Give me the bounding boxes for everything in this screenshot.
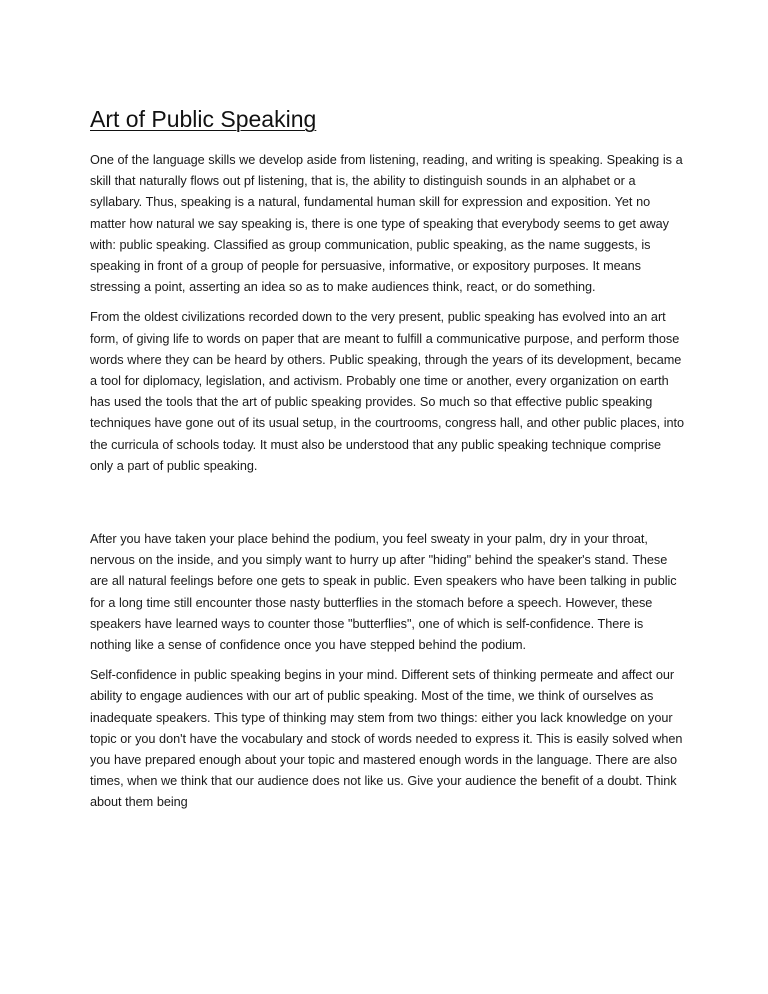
paragraph-self-confidence: Self-confidence in public speaking begins in your mind. Different sets of thinking permeate and affect our ability to engage audiences with our art of public speaking. Most of the time, we think of ourselves as inadequate speakers. This type of thinking may stem from two things: either you lack knowledge on your topic or you don't have the vocabulary and stock of words needed to express it. This is easily solved when you have prepared enough about your topic and mastered enough words in the language. There are also times, when we think that our audience does not like us. Give your audience the benefit of a doubt. Think about them being	[90, 668, 683, 810]
paragraph-intro: One of the language skills we develop aside from listening, reading, and writing is speaking. Speaking is a skill that naturally flows out pf listening, that is, the ability to distinguish sounds in an alphabet or a syllabary. Thus, speaking is a natural, fundamental human skill for expression and exposition. Yet no matter how natural we say speaking is, there is one type of speaking that everybody seems to get away with: public speaking. Classified as group communication, public speaking, as the name suggests, is speaking in front of a group of people for persuasive, informative, or expository purposes. It means stressing a point, asserting an idea so as to make audiences think, react, or do something.	[90, 153, 683, 295]
document-body	[90, 104, 686, 823]
page-title: Art of Public Speaking	[90, 106, 317, 132]
paragraph-history: From the oldest civilizations recorded down to the very present, public speaking has evolved into an art form, of giving life to words on paper that are meant to fulfill a communicative purpose, and perform those words where they can be heard by others. Public speaking, through the years of its development, became a tool for diplomacy, legislation, and activism. Probably one time or another, every organization on earth has used the tools that the art of public speaking provides. So much so that effective public speaking techniques have gone out of its usual setup, in the courtrooms, congress hall, and other public places, into the curricula of schools today. It must also be understood that any public speaking technique comprise only a part of public speaking.	[90, 310, 684, 473]
paragraph-podium: After you have taken your place behind the podium, you feel sweaty in your palm, dry in your throat, nervous on the inside, and you simply want to hurry up after "hiding" behind the speaker's stand. These are all natural feelings before one gets to speak in public. Even speakers who have been talking in public for a long time still encounter those nasty butterflies in the stomach before a speech. However, these speakers have learned ways to counter those "butterflies", one of which is self-confidence. There is nothing like a sense of confidence once you have stepped behind the podium.	[90, 532, 677, 653]
